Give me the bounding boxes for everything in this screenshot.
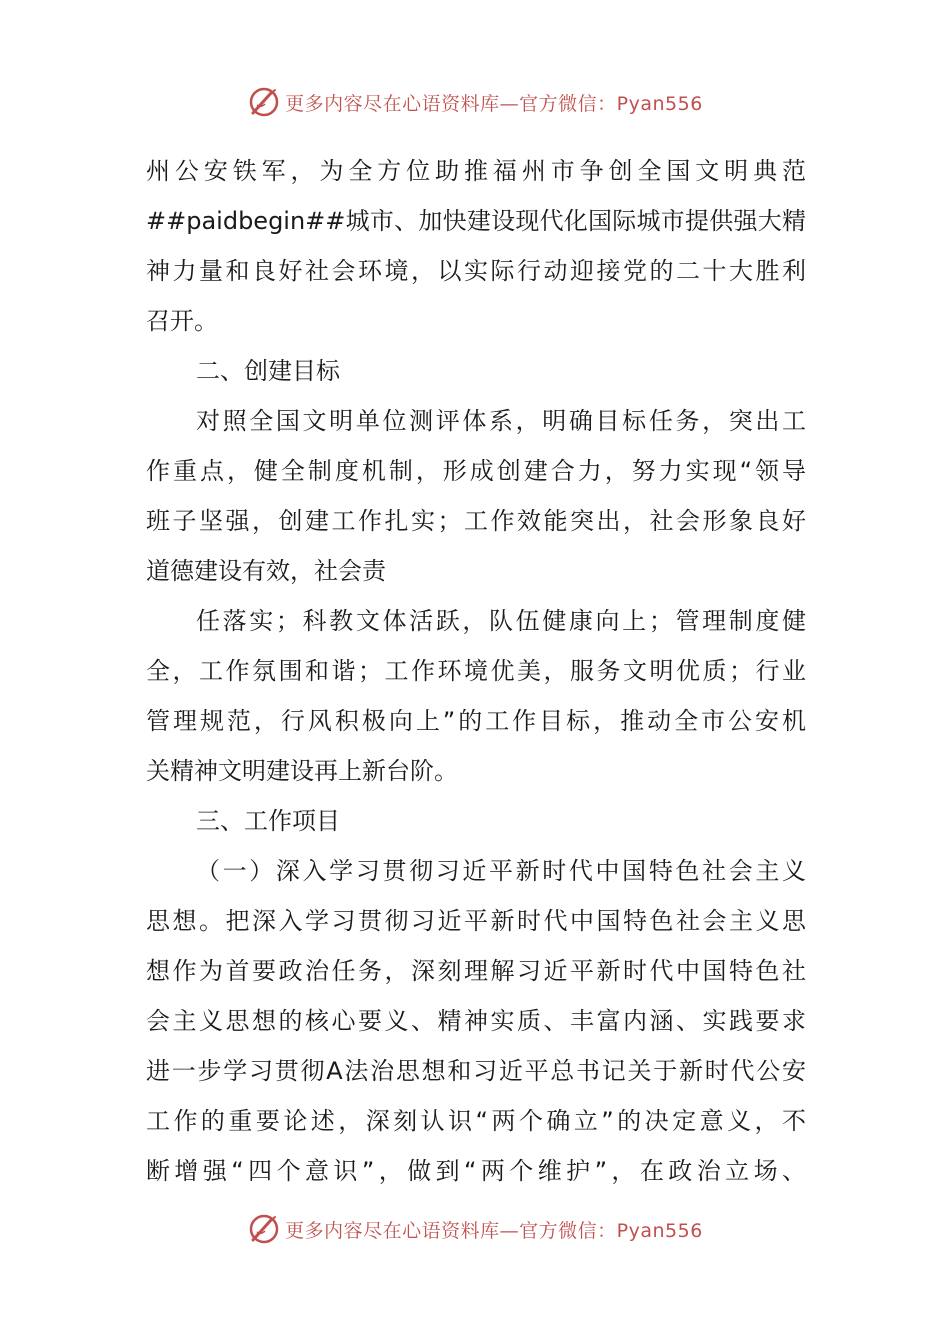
- text-line: 进一步学习贯彻A法治思想和习近平总书记关于新时代公安: [146, 1057, 806, 1085]
- text-line: 工作的重要论述，深刻认识“两个确立”的决定意义，不: [146, 1107, 806, 1135]
- banner-wechat-id: Pyan556: [616, 1219, 703, 1242]
- text-line: 会主义思想的核心要义、精神实质、丰富内涵、实践要求: [146, 1007, 806, 1035]
- pen-logo-icon: [247, 85, 281, 119]
- text-line: 断增强“四个意识”，做到“两个维护”，在政治立场、: [146, 1157, 806, 1185]
- section-heading: 三、工作项目: [196, 807, 340, 835]
- text-line: 道德建设有效，社会责: [146, 557, 386, 585]
- text-line: 管理规范，行风积极向上”的工作目标，推动全市公安机: [146, 707, 806, 735]
- section-heading: 二、创建目标: [196, 357, 340, 385]
- text-line: 作重点，健全制度机制，形成创建合力，努力实现“领导: [146, 457, 806, 485]
- text-line: 州公安铁军，为全方位助推福州市争创全国文明典范: [146, 157, 806, 185]
- banner-label: 更多内容尽在心语资料库—官方微信：: [285, 92, 617, 115]
- text-line: ##paidbegin##城市、加快建设现代化国际城市提供强大精: [146, 207, 806, 235]
- banner-label: 更多内容尽在心语资料库—官方微信：: [285, 1219, 617, 1242]
- text-line: 召开。: [146, 307, 218, 335]
- header-banner: [0, 82, 950, 122]
- text-line: 关精神文明建设再上新台阶。: [146, 757, 458, 785]
- text-line: 任落实；科教文体活跃，队伍健康向上；管理制度健: [196, 607, 806, 635]
- text-line: 神力量和良好社会环境，以实际行动迎接党的二十大胜利: [146, 257, 806, 285]
- text-line: 对照全国文明单位测评体系，明确目标任务，突出工: [196, 407, 806, 435]
- text-line: 班子坚强，创建工作扎实；工作效能突出，社会形象良好: [146, 507, 806, 535]
- text-line: 想作为首要政治任务，深刻理解习近平新时代中国特色社: [146, 957, 806, 985]
- pen-logo-icon: [247, 1212, 281, 1246]
- text-line: （一）深入学习贯彻习近平新时代中国特色社会主义: [196, 857, 806, 885]
- text-line: 思想。把深入学习贯彻习近平新时代中国特色社会主义思: [146, 907, 806, 935]
- banner-wechat-id: Pyan556: [616, 92, 703, 115]
- document-body: [146, 146, 806, 1196]
- text-line: 全，工作氛围和谐；工作环境优美，服务文明优质；行业: [146, 657, 806, 685]
- footer-banner: [0, 1209, 950, 1249]
- banner-text: [285, 1216, 703, 1243]
- banner-text: [285, 89, 703, 116]
